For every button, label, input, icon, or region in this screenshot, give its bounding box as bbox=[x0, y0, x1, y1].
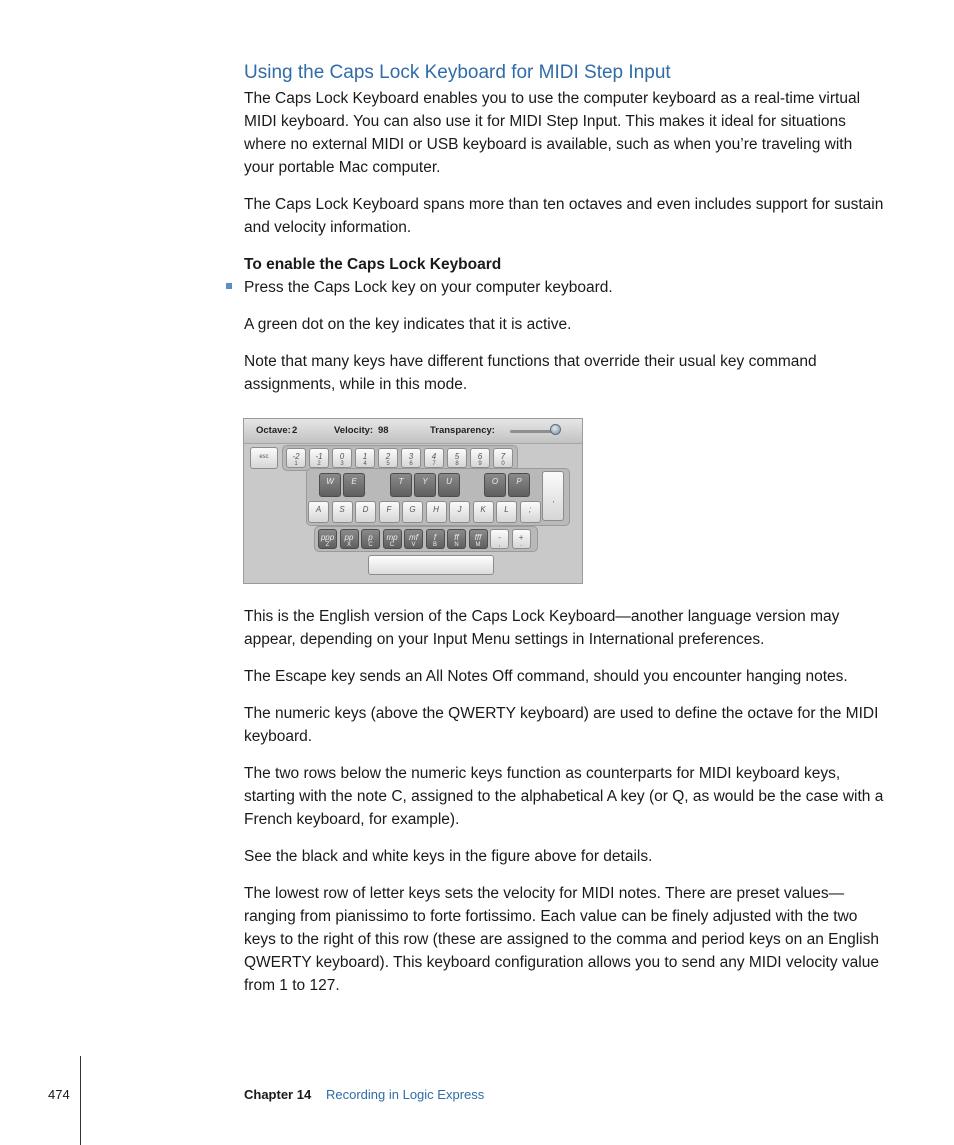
number-key-0-label: 7 bbox=[500, 452, 506, 461]
velocity-key-2-label: pp bbox=[344, 533, 354, 542]
black-key-y-label: Y bbox=[422, 477, 428, 486]
number-key-6-label: 3 bbox=[408, 452, 414, 461]
esc-key[interactable] bbox=[250, 447, 278, 469]
footer-divider bbox=[80, 1056, 81, 1145]
number-key-0-sublabel: 0 bbox=[501, 461, 505, 467]
white-key-d-label: D bbox=[362, 505, 369, 514]
velocity-key-2-sublabel: X bbox=[346, 542, 351, 548]
velocity-key-9-label: - bbox=[498, 533, 501, 542]
velocity-key-3-label: p bbox=[368, 533, 373, 542]
white-key-k-label: K bbox=[480, 505, 486, 514]
white-key-f[interactable] bbox=[379, 501, 400, 523]
space-bar[interactable] bbox=[368, 555, 494, 575]
velocity-key-9[interactable] bbox=[490, 529, 509, 549]
black-key-y[interactable] bbox=[414, 473, 436, 497]
number-key-6-sublabel: 6 bbox=[409, 461, 413, 467]
white-key-j[interactable] bbox=[449, 501, 470, 523]
velocity-key-8[interactable] bbox=[469, 529, 488, 549]
number-key-8-label: 5 bbox=[454, 452, 460, 461]
number-key-3-label: 0 bbox=[339, 452, 345, 461]
bullet-icon bbox=[226, 283, 232, 289]
velocity-key-9-sublabel: , bbox=[498, 542, 501, 548]
velocity-key-1-label: ppp bbox=[320, 533, 335, 542]
velocity-key-7[interactable] bbox=[447, 529, 466, 549]
language-paragraph: This is the English version of the Caps Lock Keyboard—another language version may appear, depending on your Input Menu settings in International preferences. bbox=[244, 608, 840, 648]
apostrophe-key[interactable] bbox=[542, 471, 564, 521]
white-key-semicolon-label: ; bbox=[528, 505, 532, 514]
velocity-key-3-sublabel: C bbox=[368, 542, 373, 548]
black-key-w[interactable] bbox=[319, 473, 341, 497]
black-key-w-label: W bbox=[326, 477, 334, 486]
number-key-3[interactable] bbox=[332, 448, 352, 468]
velocity-key-1-sublabel: Z bbox=[325, 542, 330, 548]
transparency-slider-knob[interactable] bbox=[550, 424, 561, 435]
black-key-e[interactable] bbox=[343, 473, 365, 497]
esc-key-label: esc bbox=[259, 454, 269, 460]
number-key-4[interactable] bbox=[355, 448, 375, 468]
number-key-6[interactable] bbox=[401, 448, 421, 468]
number-key-8-sublabel: 8 bbox=[455, 461, 459, 467]
number-key-2-label: -1 bbox=[315, 452, 323, 461]
velocity-paragraph: The lowest row of letter keys sets the velocity for MIDI notes. There are preset values—ranging from pianissimo to forte fortissimo. Each value can be finely adjusted with the two keys to the right of this row (these are assigned to the comma and period keys on an English QWERTY keyboard). This keyboard configuration allows you to send any MIDI velocity value from 1 to 127. bbox=[244, 885, 879, 994]
velocity-key-6[interactable] bbox=[426, 529, 445, 549]
white-key-semicolon[interactable] bbox=[520, 501, 541, 523]
black-key-u-label: U bbox=[446, 477, 452, 486]
velocity-key-8-label: fff bbox=[474, 533, 482, 542]
escape-paragraph: The Escape key sends an All Notes Off command, should you encounter hanging notes. bbox=[244, 668, 848, 685]
velocity-key-10-label: + bbox=[518, 533, 524, 542]
velocity-key-10[interactable] bbox=[512, 529, 531, 549]
velocity-key-1[interactable] bbox=[318, 529, 337, 549]
velocity-key-4-label: mp bbox=[386, 533, 398, 542]
intro-paragraph: The Caps Lock Keyboard enables you to use the computer keyboard as a real-time virtual MIDI keyboard. You can also use it for MIDI Step Input. This makes it ideal for situations where no external MIDI or USB keyboard is available, such as when you’re traveling with your portable Mac computer. bbox=[244, 90, 861, 176]
footer-chapter: Chapter 14 bbox=[244, 1087, 312, 1102]
number-key-9-sublabel: 9 bbox=[478, 461, 482, 467]
number-key-2-sublabel: 2 bbox=[317, 461, 321, 467]
number-key-4-label: 1 bbox=[362, 452, 368, 461]
velocity-value: 98 bbox=[378, 425, 389, 436]
section-heading: Using the Caps Lock Keyboard for MIDI Step Input bbox=[244, 62, 671, 83]
white-key-l-label: L bbox=[504, 505, 509, 514]
velocity-key-7-label: ff bbox=[454, 533, 459, 542]
number-key-1-sublabel: 1 bbox=[294, 461, 298, 467]
white-key-d[interactable] bbox=[355, 501, 376, 523]
green-dot-paragraph: A green dot on the key indicates that it is active. bbox=[244, 316, 572, 333]
velocity-key-3[interactable] bbox=[361, 529, 380, 549]
white-key-g[interactable] bbox=[402, 501, 423, 523]
white-key-k[interactable] bbox=[473, 501, 494, 523]
number-key-1-label: -2 bbox=[292, 452, 300, 461]
velocity-key-10-sublabel: . bbox=[520, 542, 522, 548]
velocity-key-7-sublabel: N bbox=[454, 542, 459, 548]
number-key-8[interactable] bbox=[447, 448, 467, 468]
velocity-key-2[interactable] bbox=[340, 529, 359, 549]
velocity-key-6-label: f bbox=[433, 533, 437, 542]
number-key-5-label: 2 bbox=[385, 452, 391, 461]
number-key-5-sublabel: 5 bbox=[386, 461, 390, 467]
apostrophe-key-label: ’ bbox=[552, 500, 554, 509]
white-key-h-label: H bbox=[433, 505, 439, 514]
white-key-l[interactable] bbox=[496, 501, 517, 523]
white-key-a[interactable] bbox=[308, 501, 329, 523]
number-key-7[interactable] bbox=[424, 448, 444, 468]
number-key-2[interactable] bbox=[309, 448, 329, 468]
letter-rows-paragraph: The two rows below the numeric keys function as counterparts for MIDI keyboard keys, starting with the note C, assigned to the alphabetical A key (or Q, as would be the case with a French keyboard, for example). bbox=[244, 765, 884, 828]
white-key-g-label: G bbox=[409, 505, 416, 514]
black-key-p[interactable] bbox=[508, 473, 530, 497]
black-key-p-label: P bbox=[516, 477, 522, 486]
velocity-key-4[interactable] bbox=[383, 529, 402, 549]
octave-label: Octave: bbox=[256, 425, 291, 436]
velocity-key-5-label: mf bbox=[409, 533, 418, 542]
velocity-key-8-sublabel: M bbox=[475, 542, 481, 548]
velocity-key-4-sublabel: C bbox=[389, 542, 395, 548]
black-key-o-label: O bbox=[491, 477, 499, 486]
black-key-t-label: T bbox=[398, 477, 404, 486]
footer-chapter-title: Recording in Logic Express bbox=[326, 1087, 485, 1102]
velocity-key-6-sublabel: B bbox=[432, 542, 437, 548]
number-key-9[interactable] bbox=[470, 448, 490, 468]
keyboard-status-bar bbox=[244, 419, 582, 444]
black-key-o[interactable] bbox=[484, 473, 506, 497]
white-key-h[interactable] bbox=[426, 501, 447, 523]
step-item: Press the Caps Lock key on your computer keyboard. bbox=[244, 279, 613, 296]
number-key-3-sublabel: 3 bbox=[340, 461, 344, 467]
figure-reference-paragraph: See the black and white keys in the figure above for details. bbox=[244, 848, 653, 865]
caps-lock-keyboard-figure bbox=[243, 418, 583, 584]
number-key-0[interactable] bbox=[493, 448, 513, 468]
numeric-keys-paragraph: The numeric keys (above the QWERTY keyboard) are used to define the octave for the MIDI keyboard. bbox=[244, 705, 879, 745]
velocity-label: Velocity: bbox=[334, 425, 374, 436]
white-key-f-label: F bbox=[386, 505, 392, 514]
velocity-key-5[interactable] bbox=[404, 529, 423, 549]
note-paragraph: Note that many keys have different functions that override their usual key command assignments, while in this mode. bbox=[244, 353, 817, 393]
number-key-7-sublabel: 7 bbox=[432, 461, 436, 467]
number-key-7-label: 4 bbox=[431, 452, 437, 461]
black-key-t[interactable] bbox=[390, 473, 412, 497]
white-key-j-label: J bbox=[457, 505, 462, 514]
transparency-label: Transparency: bbox=[430, 425, 495, 436]
number-key-4-sublabel: 4 bbox=[363, 461, 367, 467]
page-number: 474 bbox=[48, 1087, 70, 1102]
number-key-9-label: 6 bbox=[477, 452, 483, 461]
white-key-s-label: S bbox=[339, 505, 345, 514]
white-key-a-label: A bbox=[315, 505, 322, 514]
octave-value: 2 bbox=[292, 425, 298, 436]
black-key-e-label: E bbox=[351, 477, 357, 486]
octave-paragraph: The Caps Lock Keyboard spans more than ten octaves and even includes support for sustain and velocity information. bbox=[244, 196, 884, 236]
number-key-1[interactable] bbox=[286, 448, 306, 468]
velocity-key-5-sublabel: V bbox=[411, 542, 416, 548]
number-key-5[interactable] bbox=[378, 448, 398, 468]
white-key-s[interactable] bbox=[332, 501, 353, 523]
task-title: To enable the Caps Lock Keyboard bbox=[244, 256, 502, 273]
black-key-u[interactable] bbox=[438, 473, 460, 497]
